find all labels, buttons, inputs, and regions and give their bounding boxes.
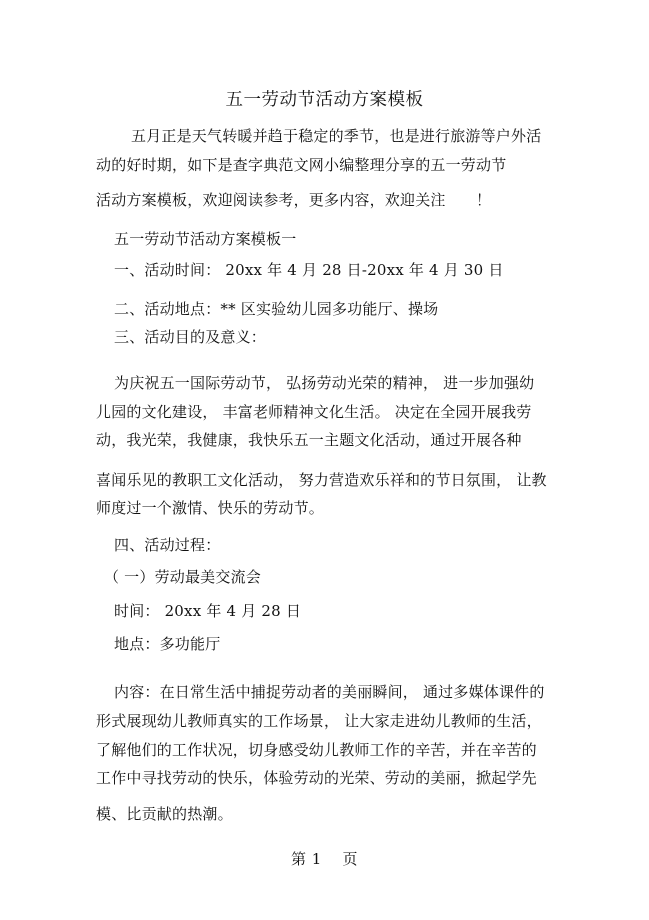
paragraph-line: 四、活动过程： [114,536,221,554]
paragraph-line: 地点：多功能厅 [114,635,221,653]
paragraph-line: （ 一）劳动最美交流会 [104,568,261,586]
paragraph-line: 时间： 20xx 年 4 月 28 日 [114,602,302,620]
paragraph-line: 三、活动目的及意义： [114,328,267,346]
paragraph-line: 一、活动时间： 20xx 年 4 月 28 日-20xx 年 4 月 30 日 [114,261,504,279]
paragraph-line: 为庆祝五一国际劳动节， 弘扬劳动光荣的精神， 进一步加强幼 [114,374,535,392]
page-footer: 第 1 页 [290,850,359,868]
paragraph-line: 动，我光荣，我健康，我快乐五一主题文化活动，通过开展各种 [96,431,522,449]
paragraph-line: 形式展现幼儿教师真实的工作场景， 让大家走进幼儿教师的生活， [96,712,542,730]
paragraph-line: 工作中寻找劳动的快乐，体验劳动的光荣、劳动的美丽，掀起学先 [96,769,537,787]
paragraph-line: 活动方案模板，欢迎阅读参考，更多内容，欢迎关注 ！ [96,191,492,209]
document-title: 五一劳动节活动方案模板 [225,90,424,110]
paragraph-line: 喜闻乐见的教职工文化活动， 努力营造欢乐祥和的节日氛围， 让教 [96,471,547,489]
paragraph-line: 师度过一个激情、快乐的劳动节。 [96,499,325,517]
paragraph-line: 五月正是天气转暖并趋于稳定的季节，也是进行旅游等户外活 [131,127,542,145]
paragraph-line: 二、活动地点：** 区实验幼儿园多功能厅、操场 [114,300,439,318]
paragraph-line: 内容：在日常生活中捕捉劳动者的美丽瞬间， 通过多媒体课件的 [114,683,545,701]
paragraph-line: 动的好时期，如下是查字典范文网小编整理分享的五一劳动节 [96,156,507,174]
paragraph-line: 儿园的文化建设， 丰富老师精神文化生活。 决定在全园开展我劳 [96,403,532,421]
paragraph-line: 了解他们的工作状况，切身感受幼儿教师工作的辛苦，并在辛苦的 [96,741,537,759]
paragraph-line: 模、比贡献的热潮。 [96,805,233,823]
section-heading: 五一劳动节活动方案模板一 [114,230,297,248]
